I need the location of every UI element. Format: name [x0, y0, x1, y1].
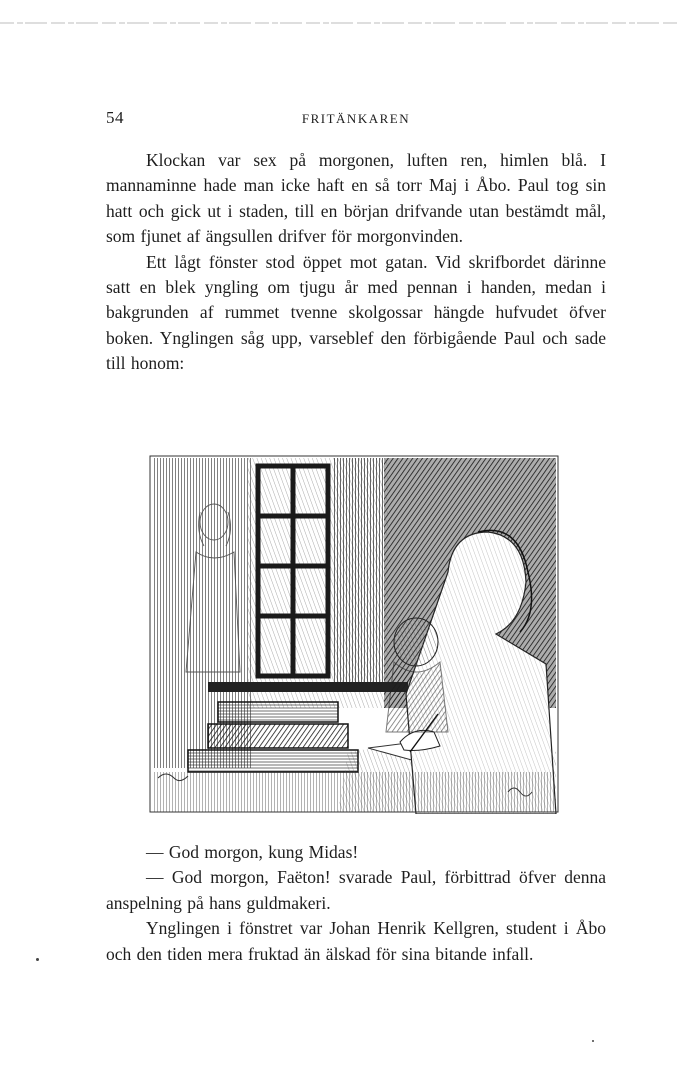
page-number: 54 [106, 108, 124, 127]
stray-ink-mark [36, 958, 39, 961]
text-block-bottom [106, 840, 606, 967]
paragraph: — God morgon, kung Midas! [146, 842, 359, 862]
engraving-illustration [148, 452, 560, 814]
paragraph: Klockan var sex på morgonen, luften ren, himlen blå. I mannaminne hade man icke haft en så torr Maj i Åbo. Paul tog sin hatt och gick ut i staden, till en början drifvande utan bestämdt mål, som fjunet af ängsullen drifver för morgonvinden. [106, 150, 606, 247]
scan-edge-line [0, 22, 680, 24]
running-title: FRITÄNKAREN [301, 111, 411, 126]
paragraph: — God morgon, Faëton! svarade Paul, förbittrad öfver denna anspelning på hans guldmakeri. [106, 867, 606, 913]
page-header [106, 108, 606, 132]
stray-ink-mark [592, 1040, 594, 1042]
text-block-top [106, 148, 606, 377]
paragraph: Ett lågt fönster stod öppet mot gatan. Vid skrifbordet därinne satt en blek yngling om tjugu år med pennan i handen, medan i bakgrunden af rummet tvenne skolgossar hängde hufvudet öfver boken. Ynglingen såg upp, varseblef den förbigående Paul och sade till honom: [106, 251, 606, 374]
paragraph: Ynglingen i fönstret var Johan Henrik Kellgren, student i Åbo och den tiden mera fruktad än älskad för sina bitande infall. [106, 918, 606, 964]
